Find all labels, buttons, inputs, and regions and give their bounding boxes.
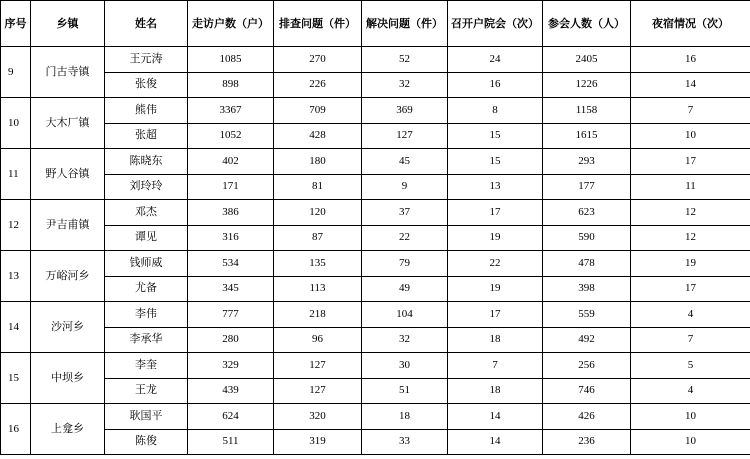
table-row bbox=[1, 404, 750, 430]
meetings-held-cell: 18 bbox=[448, 327, 543, 353]
seq-cell: 11 bbox=[1, 149, 31, 200]
table-row bbox=[1, 200, 750, 226]
meetings-held-cell: 18 bbox=[448, 378, 543, 404]
meetings-held-cell: 15 bbox=[448, 123, 543, 149]
issues-found-cell: 428 bbox=[274, 123, 362, 149]
issues-resolved-cell: 45 bbox=[362, 149, 448, 175]
person-name-cell: 李承华 bbox=[105, 327, 188, 353]
issues-found-cell: 319 bbox=[274, 429, 362, 455]
table-row bbox=[1, 72, 750, 98]
table-row bbox=[1, 174, 750, 200]
person-name-cell: 陈晓东 bbox=[105, 149, 188, 175]
seq-cell: 15 bbox=[1, 353, 31, 404]
issues-found-cell: 270 bbox=[274, 47, 362, 73]
households-visited-cell: 280 bbox=[188, 327, 274, 353]
attendees-cell: 623 bbox=[543, 200, 631, 226]
town-cell: 上龛乡 bbox=[31, 404, 105, 455]
table-row bbox=[1, 149, 750, 175]
person-name-cell: 李伟 bbox=[105, 302, 188, 328]
meetings-held-cell: 8 bbox=[448, 98, 543, 124]
meetings-held-cell: 15 bbox=[448, 149, 543, 175]
meetings-held-cell: 22 bbox=[448, 251, 543, 277]
table-row bbox=[1, 429, 750, 455]
overnight-stays-cell: 10 bbox=[631, 429, 750, 455]
table-row bbox=[1, 302, 750, 328]
issues-resolved-cell: 52 bbox=[362, 47, 448, 73]
overnight-stays-cell: 16 bbox=[631, 47, 750, 73]
person-name-cell: 钱师威 bbox=[105, 251, 188, 277]
issues-resolved-cell: 9 bbox=[362, 174, 448, 200]
issues-found-cell: 120 bbox=[274, 200, 362, 226]
households-visited-cell: 402 bbox=[188, 149, 274, 175]
person-name-cell: 谭见 bbox=[105, 225, 188, 251]
issues-found-cell: 709 bbox=[274, 98, 362, 124]
issues-found-cell: 226 bbox=[274, 72, 362, 98]
seq-cell: 16 bbox=[1, 404, 31, 455]
header-attendees: 参会人数（人） bbox=[543, 1, 631, 47]
town-cell: 野人谷镇 bbox=[31, 149, 105, 200]
attendees-cell: 559 bbox=[543, 302, 631, 328]
town-cell: 沙河乡 bbox=[31, 302, 105, 353]
header-seq: 序号 bbox=[1, 1, 31, 47]
person-name-cell: 陈俊 bbox=[105, 429, 188, 455]
person-name-cell: 李奎 bbox=[105, 353, 188, 379]
overnight-stays-cell: 4 bbox=[631, 378, 750, 404]
table-row bbox=[1, 251, 750, 277]
households-visited-cell: 624 bbox=[188, 404, 274, 430]
attendees-cell: 492 bbox=[543, 327, 631, 353]
overnight-stays-cell: 4 bbox=[631, 302, 750, 328]
issues-found-cell: 218 bbox=[274, 302, 362, 328]
person-name-cell: 尤备 bbox=[105, 276, 188, 302]
overnight-stays-cell: 5 bbox=[631, 353, 750, 379]
table-row bbox=[1, 47, 750, 73]
attendees-cell: 1158 bbox=[543, 98, 631, 124]
issues-resolved-cell: 79 bbox=[362, 251, 448, 277]
overnight-stays-cell: 10 bbox=[631, 404, 750, 430]
issues-found-cell: 81 bbox=[274, 174, 362, 200]
seq-cell: 14 bbox=[1, 302, 31, 353]
issues-found-cell: 96 bbox=[274, 327, 362, 353]
issues-resolved-cell: 51 bbox=[362, 378, 448, 404]
issues-resolved-cell: 49 bbox=[362, 276, 448, 302]
header-issues-resolved: 解决问题（件） bbox=[362, 1, 448, 47]
person-name-cell: 刘玲玲 bbox=[105, 174, 188, 200]
households-visited-cell: 439 bbox=[188, 378, 274, 404]
attendees-cell: 478 bbox=[543, 251, 631, 277]
issues-resolved-cell: 22 bbox=[362, 225, 448, 251]
issues-resolved-cell: 32 bbox=[362, 327, 448, 353]
seq-cell: 9 bbox=[1, 47, 31, 98]
overnight-stays-cell: 17 bbox=[631, 276, 750, 302]
issues-found-cell: 113 bbox=[274, 276, 362, 302]
attendees-cell: 1226 bbox=[543, 72, 631, 98]
attendees-cell: 398 bbox=[543, 276, 631, 302]
attendees-cell: 746 bbox=[543, 378, 631, 404]
meetings-held-cell: 17 bbox=[448, 200, 543, 226]
overnight-stays-cell: 17 bbox=[631, 149, 750, 175]
header-row bbox=[1, 1, 750, 47]
meetings-held-cell: 19 bbox=[448, 225, 543, 251]
table-row bbox=[1, 225, 750, 251]
issues-found-cell: 135 bbox=[274, 251, 362, 277]
person-name-cell: 耿国平 bbox=[105, 404, 188, 430]
issues-found-cell: 320 bbox=[274, 404, 362, 430]
meetings-held-cell: 13 bbox=[448, 174, 543, 200]
issues-found-cell: 127 bbox=[274, 353, 362, 379]
meetings-held-cell: 24 bbox=[448, 47, 543, 73]
issues-found-cell: 180 bbox=[274, 149, 362, 175]
table-row bbox=[1, 123, 750, 149]
town-cell: 门古寺镇 bbox=[31, 47, 105, 98]
person-name-cell: 熊伟 bbox=[105, 98, 188, 124]
overnight-stays-cell: 12 bbox=[631, 225, 750, 251]
header-meetings-held: 召开户院会（次） bbox=[448, 1, 543, 47]
issues-resolved-cell: 37 bbox=[362, 200, 448, 226]
town-cell: 大木厂镇 bbox=[31, 98, 105, 149]
households-visited-cell: 386 bbox=[188, 200, 274, 226]
header-overnight-stays: 夜宿情况（次） bbox=[631, 1, 750, 47]
attendees-cell: 293 bbox=[543, 149, 631, 175]
header-households-visited: 走访户数（户） bbox=[188, 1, 274, 47]
households-visited-cell: 316 bbox=[188, 225, 274, 251]
seq-cell: 10 bbox=[1, 98, 31, 149]
table-row bbox=[1, 327, 750, 353]
person-name-cell: 张超 bbox=[105, 123, 188, 149]
households-visited-cell: 1085 bbox=[188, 47, 274, 73]
table-row bbox=[1, 353, 750, 379]
meetings-held-cell: 14 bbox=[448, 404, 543, 430]
person-name-cell: 张俊 bbox=[105, 72, 188, 98]
table-header bbox=[1, 1, 750, 47]
person-name-cell: 王元涛 bbox=[105, 47, 188, 73]
attendees-cell: 590 bbox=[543, 225, 631, 251]
attendees-cell: 1615 bbox=[543, 123, 631, 149]
seq-cell: 12 bbox=[1, 200, 31, 251]
meetings-held-cell: 7 bbox=[448, 353, 543, 379]
attendees-cell: 426 bbox=[543, 404, 631, 430]
meetings-held-cell: 14 bbox=[448, 429, 543, 455]
person-name-cell: 王龙 bbox=[105, 378, 188, 404]
overnight-stays-cell: 11 bbox=[631, 174, 750, 200]
table-row bbox=[1, 98, 750, 124]
issues-found-cell: 87 bbox=[274, 225, 362, 251]
meetings-held-cell: 17 bbox=[448, 302, 543, 328]
issues-resolved-cell: 33 bbox=[362, 429, 448, 455]
issues-resolved-cell: 369 bbox=[362, 98, 448, 124]
households-visited-cell: 777 bbox=[188, 302, 274, 328]
meetings-held-cell: 16 bbox=[448, 72, 543, 98]
town-cell: 尹吉甫镇 bbox=[31, 200, 105, 251]
person-name-cell: 邓杰 bbox=[105, 200, 188, 226]
overnight-stays-cell: 14 bbox=[631, 72, 750, 98]
households-visited-cell: 329 bbox=[188, 353, 274, 379]
table-row bbox=[1, 378, 750, 404]
issues-found-cell: 127 bbox=[274, 378, 362, 404]
households-visited-cell: 171 bbox=[188, 174, 274, 200]
overnight-stays-cell: 7 bbox=[631, 327, 750, 353]
header-name: 姓名 bbox=[105, 1, 188, 47]
meetings-held-cell: 19 bbox=[448, 276, 543, 302]
attendees-cell: 236 bbox=[543, 429, 631, 455]
households-visited-cell: 3367 bbox=[188, 98, 274, 124]
seq-cell: 13 bbox=[1, 251, 31, 302]
overnight-stays-cell: 19 bbox=[631, 251, 750, 277]
header-town: 乡镇 bbox=[31, 1, 105, 47]
town-cell: 中坝乡 bbox=[31, 353, 105, 404]
households-visited-cell: 511 bbox=[188, 429, 274, 455]
overnight-stays-cell: 12 bbox=[631, 200, 750, 226]
header-issues-found: 排查问题（件） bbox=[274, 1, 362, 47]
issues-resolved-cell: 104 bbox=[362, 302, 448, 328]
overnight-stays-cell: 10 bbox=[631, 123, 750, 149]
households-visited-cell: 898 bbox=[188, 72, 274, 98]
overnight-stays-cell: 7 bbox=[631, 98, 750, 124]
issues-resolved-cell: 18 bbox=[362, 404, 448, 430]
issues-resolved-cell: 30 bbox=[362, 353, 448, 379]
households-visited-cell: 1052 bbox=[188, 123, 274, 149]
table-row bbox=[1, 276, 750, 302]
attendees-cell: 2405 bbox=[543, 47, 631, 73]
table-body bbox=[1, 47, 750, 455]
town-cell: 万峪河乡 bbox=[31, 251, 105, 302]
households-visited-cell: 534 bbox=[188, 251, 274, 277]
issues-resolved-cell: 32 bbox=[362, 72, 448, 98]
attendees-cell: 177 bbox=[543, 174, 631, 200]
households-visited-cell: 345 bbox=[188, 276, 274, 302]
attendees-cell: 256 bbox=[543, 353, 631, 379]
issues-resolved-cell: 127 bbox=[362, 123, 448, 149]
